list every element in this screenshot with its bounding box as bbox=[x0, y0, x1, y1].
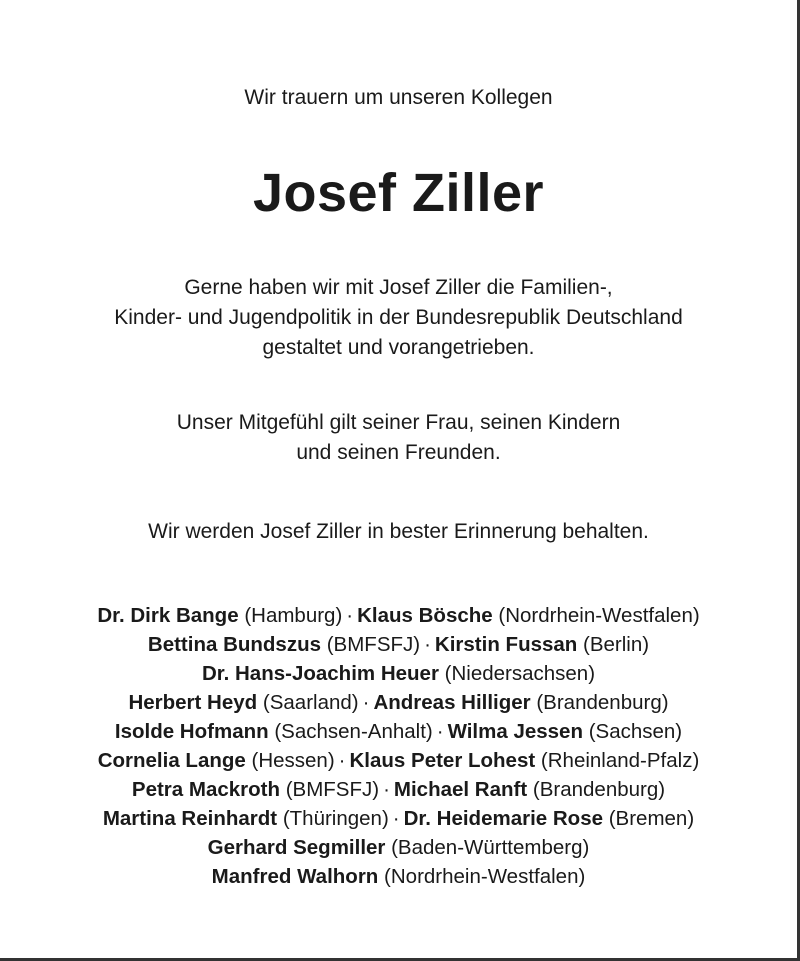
signatory-name: Gerhard Segmiller bbox=[207, 836, 386, 859]
signatory-affiliation: (Nordrhein-Westfalen) bbox=[498, 604, 700, 627]
signatory-line bbox=[0, 833, 797, 862]
tribute-line: Gerne haben wir mit Josef Ziller die Familien-, bbox=[184, 276, 613, 299]
signatory-name: Dr. Hans-Joachim Heuer bbox=[201, 662, 439, 685]
separator-dot: · bbox=[392, 807, 400, 830]
signatory-affiliation: (BMFSFJ) bbox=[285, 778, 380, 801]
signatory-line bbox=[0, 804, 797, 833]
signatory-affiliation: (Nordrhein-Westfalen) bbox=[384, 865, 586, 888]
signatory-name: Bettina Bundszus bbox=[147, 633, 322, 656]
signatory-line bbox=[0, 775, 797, 804]
signatory-name: Dr. Dirk Bange bbox=[97, 604, 239, 627]
signatory-name: Andreas Hilliger bbox=[373, 691, 531, 714]
condolence-line: und seinen Freunden. bbox=[296, 441, 501, 464]
signatory-affiliation: (Saarland) bbox=[262, 691, 359, 714]
signatory-name: Klaus Bösche bbox=[357, 604, 493, 627]
remembrance-paragraph bbox=[0, 517, 797, 547]
signatory-affiliation: (BMFSFJ) bbox=[326, 633, 421, 656]
signatory-line bbox=[0, 601, 797, 630]
signatories-list bbox=[0, 601, 797, 891]
signatory-affiliation: (Bremen) bbox=[608, 807, 695, 830]
separator-dot: · bbox=[424, 633, 431, 656]
signatory-affiliation: (Hamburg) bbox=[244, 604, 343, 627]
signatory-name: Manfred Walhorn bbox=[211, 865, 379, 888]
signatory-affiliation: (Thüringen) bbox=[282, 807, 389, 830]
signatory-affiliation: (Sachsen) bbox=[588, 720, 683, 743]
signatory-name: Martina Reinhardt bbox=[102, 807, 278, 830]
signatory-line bbox=[0, 659, 797, 688]
remembrance-line: Wir werden Josef Ziller in bester Erinnerung behalten. bbox=[148, 520, 649, 543]
tribute-line: Kinder- und Jugendpolitik in der Bundesrepublik Deutschland bbox=[114, 306, 683, 329]
separator-dot: · bbox=[362, 691, 370, 714]
signatory-name: Cornelia Lange bbox=[97, 749, 246, 772]
signatory-affiliation: (Baden-Württemberg) bbox=[391, 836, 590, 859]
signatory-name: Petra Mackroth bbox=[131, 778, 280, 801]
separator-dot: · bbox=[436, 720, 444, 743]
signatory-name: Wilma Jessen bbox=[447, 720, 583, 743]
signatory-name: Dr. Heidemarie Rose bbox=[403, 807, 604, 830]
signatory-affiliation: (Brandenburg) bbox=[532, 778, 666, 801]
signatory-line bbox=[0, 630, 797, 659]
intro-text: Wir trauern um unseren Kollegen bbox=[244, 86, 553, 109]
signatory-affiliation: (Brandenburg) bbox=[536, 691, 669, 714]
signatory-line bbox=[0, 717, 797, 746]
signatory-affiliation: (Berlin) bbox=[583, 633, 650, 656]
signatory-name: Isolde Hofmann bbox=[114, 720, 269, 743]
separator-dot: · bbox=[383, 778, 390, 801]
condolence-line: Unser Mitgefühl gilt seiner Frau, seinen Kindern bbox=[176, 411, 621, 434]
signatory-name: Michael Ranft bbox=[393, 778, 528, 801]
deceased-name: Josef Ziller bbox=[252, 163, 545, 223]
condolence-paragraph bbox=[0, 408, 797, 468]
signatory-line bbox=[0, 746, 797, 775]
signatory-line bbox=[0, 862, 797, 891]
signatory-affiliation: (Rheinland-Pfalz) bbox=[540, 749, 700, 772]
separator-dot: · bbox=[346, 604, 354, 627]
signatory-name: Klaus Peter Lohest bbox=[349, 749, 536, 772]
separator-dot: · bbox=[338, 749, 346, 772]
signatory-line bbox=[0, 688, 797, 717]
signatory-affiliation: (Hessen) bbox=[251, 749, 335, 772]
signatory-affiliation: (Sachsen-Anhalt) bbox=[274, 720, 433, 743]
signatory-affiliation: (Niedersachsen) bbox=[444, 662, 596, 685]
signatory-name: Kirstin Fussan bbox=[434, 633, 578, 656]
signatory-name: Herbert Heyd bbox=[128, 691, 258, 714]
tribute-line: gestaltet und vorangetrieben. bbox=[262, 336, 535, 359]
tribute-paragraph bbox=[0, 273, 797, 363]
